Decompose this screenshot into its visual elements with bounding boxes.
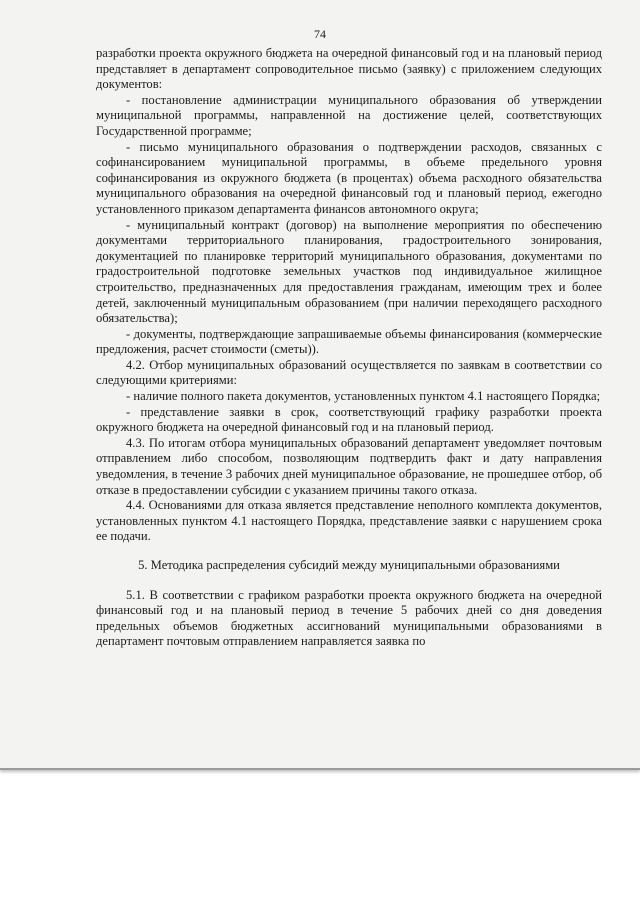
- page-number: 74: [314, 27, 326, 41]
- document-body: [96, 46, 602, 650]
- section-5-title: 5. Методика распределения субсидий между муниципальными образованиями: [138, 558, 560, 572]
- clause-5-1: 5.1. В соответствии с графиком разработки проекта окружного бюджета на очередной финансовый год и на плановый период в течение 5 рабочих дней со дня доведения предельных объемов бюджетных ассигнований муниципальными образованиями в департамент почтовым отправлением направляется заявка по: [96, 587, 602, 649]
- list-item-letter: - письмо муниципального образования о подтверждении расходов, связанных с софинансированием муниципальной программы, в объеме предельного уровня софинансирования из окружного бюджета (в процентах) объема расходного обязательства муниципального образования на очередной финансовый год и плановый период, ежегодно установленного приказом департамента финансов автономного округа;: [96, 139, 602, 216]
- list-item-documents: - документы, подтверждающие запрашиваемые объемы финансирования (коммерческие предложения, расчет стоимости (сметы)).: [96, 326, 602, 357]
- list-item-contract: - муниципальный контракт (договор) на выполнение мероприятия по обеспечению документами территориального планирования, градостроительного зонирования, документацией по планировке территорий муниципального образования, документами по градостроительной подготовке земельных участков под индивидуальное жилищное строительство, предназначенных для предоставления гражданам, имеющим трех и более детей, заключенный муниципальным образованием (при наличии переходящего расходного обязательства);: [96, 217, 602, 326]
- criterion-deadline: - представление заявки в срок, соответствующий графику разработки проекта окружного бюджета на очередной финансовый год и на плановый период.: [96, 404, 602, 435]
- list-item-resolution: - постановление администрации муниципального образования об утверждении муниципальной программы, направленной на достижение целей, соответствующих Государственной программе;: [96, 92, 602, 138]
- clause-4-3: 4.3. По итогам отбора муниципальных образований департамент уведомляет почтовым отправлением либо способом, позволяющим подтвердить факт и дату направления уведомления, в течение 3 рабочих дней муниципальное образование, не прошедшее отбор, об отказе в предоставлении субсидии с указанием причины такого отказа.: [96, 435, 602, 497]
- paragraph-intro: разработки проекта окружного бюджета на очередной финансовый год и на плановый период представляет в департамент сопроводительное письмо (заявку) с приложением следующих документов:: [96, 46, 602, 92]
- criterion-complete-package: - наличие полного пакета документов, установленных пунктом 4.1 настоящего Порядка;: [126, 389, 601, 404]
- clause-4-2: 4.2. Отбор муниципальных образований осуществляется по заявкам в соответствии со следующими критериями:: [96, 357, 602, 388]
- clause-4-4: 4.4. Основаниями для отказа является представление неполного комплекта документов, установленных пунктом 4.1 настоящего Порядка, представление заявки с нарушением срока ее подачи.: [96, 498, 602, 544]
